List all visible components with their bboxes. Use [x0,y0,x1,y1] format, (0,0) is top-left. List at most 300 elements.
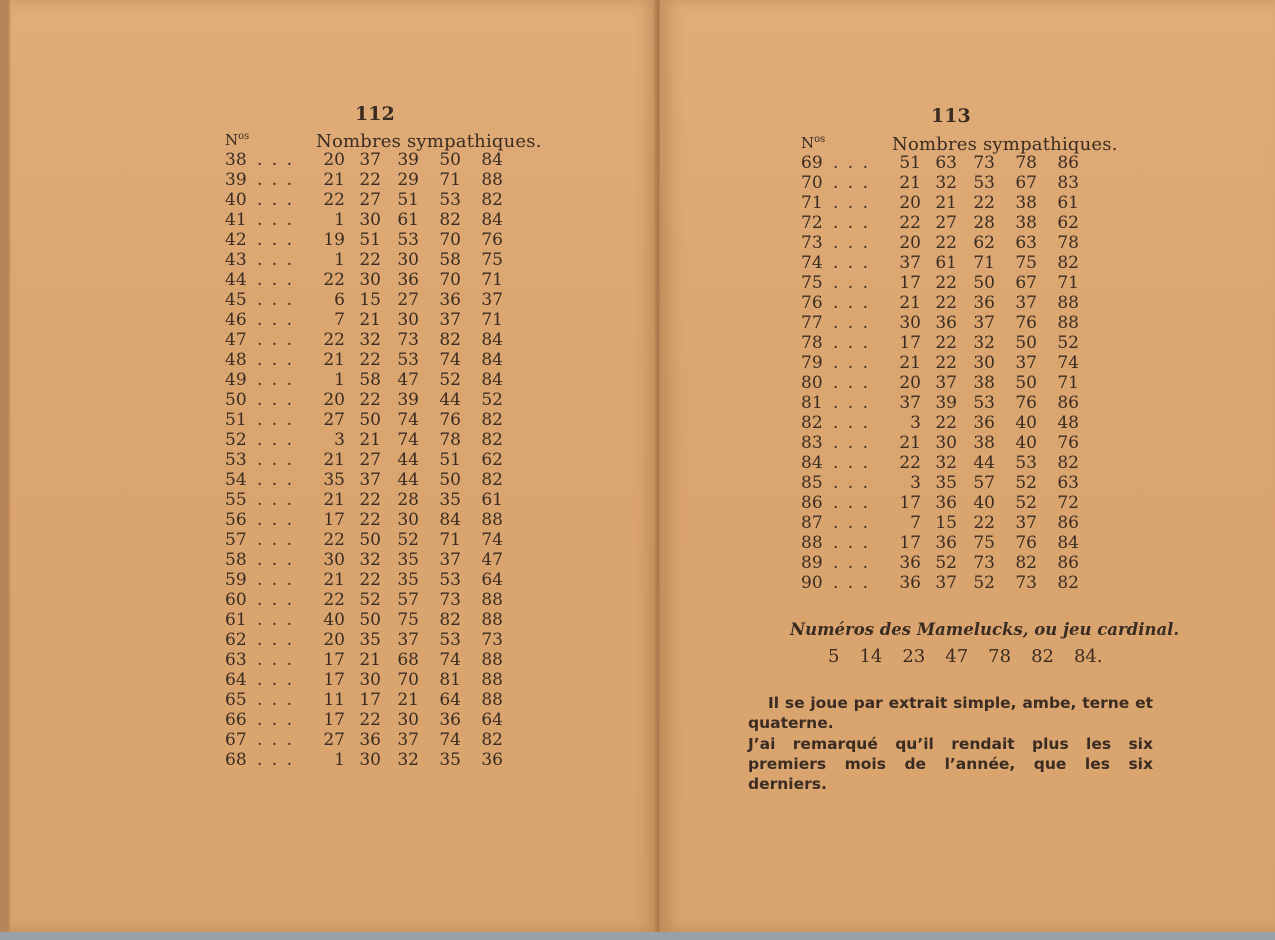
sympathetic-number: 36 [973,293,995,314]
leader-dots: . . . [257,150,295,170]
leader-dots: . . . [257,670,295,691]
sympathetic-number: 82 [481,470,503,491]
sympathetic-number: 44 [439,390,461,411]
sympathetic-number: 57 [973,473,995,494]
row-number: 72 [801,213,823,234]
sympathetic-number: 17 [359,690,381,711]
sympathetic-number: 76 [1057,433,1079,454]
leader-dots: . . . [833,353,871,374]
sympathetic-number: 61 [935,253,957,274]
sympathetic-number: 82 [1057,453,1079,474]
row-number: 88 [801,533,823,554]
leader-dots: . . . [833,193,871,214]
sympathetic-number: 22 [323,590,345,611]
sympathetic-number: 17 [323,650,345,671]
leader-dots: . . . [833,473,871,494]
sympathetic-number: 21 [899,433,921,454]
sympathetic-number: 40 [973,493,995,514]
row-number: 70 [801,173,823,194]
row-number: 76 [801,293,823,314]
sympathetic-number: 71 [1057,273,1079,294]
sympathetic-number: 37 [359,150,381,170]
sympathetic-number: 61 [481,490,503,511]
row-number: 77 [801,313,823,334]
sympathetic-number: 82 [481,430,503,451]
sympathetic-number: 52 [439,370,461,391]
sympathetic-number: 17 [323,670,345,691]
leader-dots: . . . [257,350,295,371]
sympathetic-number: 82 [481,730,503,751]
sympathetic-number: 3 [334,430,345,451]
row-number: 47 [225,330,247,351]
sympathetic-number: 70 [439,270,461,291]
sympathetic-number: 50 [973,273,995,294]
sympathetic-number: 30 [899,313,921,334]
row-number: 40 [225,190,247,211]
sympathetic-number: 53 [973,393,995,414]
sympathetic-number: 51 [439,450,461,471]
sympathetic-number: 32 [359,330,381,351]
sympathetic-number: 30 [935,433,957,454]
sympathetic-number: 15 [359,290,381,311]
sympathetic-number: 88 [481,590,503,611]
sympathetic-number: 17 [323,710,345,731]
sympathetic-number: 86 [1057,513,1079,534]
sympathetic-number: 21 [359,650,381,671]
sympathetic-number: 38 [1015,213,1037,234]
sympathetic-number: 78 [1057,233,1079,254]
sympathetic-number: 22 [935,333,957,354]
sympathetic-number: 21 [323,490,345,511]
sympathetic-number: 30 [397,250,419,271]
sympathetic-number: 37 [935,373,957,394]
sympathetic-number: 22 [973,513,995,534]
sympathetic-number: 38 [1015,193,1037,214]
paragraph-remarque: J’ai remarqué qu’il rendait plus les six premiers mois de l’année, que les six derniers. [748,735,1153,793]
sympathetic-number: 51 [899,153,921,173]
leader-dots: . . . [833,573,871,594]
sympathetic-number: 36 [935,493,957,514]
sympathetic-number: 30 [359,750,381,771]
sympathetic-number: 3 [910,413,921,434]
sympathetic-number: 82 [1057,253,1079,274]
sympathetic-number: 86 [1057,553,1079,574]
row-number: 90 [801,573,823,594]
sympathetic-number: 21 [397,690,419,711]
sympathetic-number: 37 [397,630,419,651]
sympathetic-number: 1 [334,210,345,231]
row-number: 89 [801,553,823,574]
sympathetic-number: 37 [1015,513,1037,534]
row-number: 68 [225,750,247,771]
row-number: 43 [225,250,247,271]
sympathetic-number: 20 [323,150,345,170]
sympathetic-number: 52 [935,553,957,574]
sympathetic-number: 37 [973,313,995,334]
sympathetic-number: 22 [899,453,921,474]
sympathetic-number: 71 [1057,373,1079,394]
row-number: 81 [801,393,823,414]
row-number: 63 [225,650,247,671]
sympathetic-number: 74 [1057,353,1079,374]
sympathetic-number: 22 [359,350,381,371]
sympathetic-number: 30 [359,270,381,291]
sympathetic-number: 20 [899,373,921,394]
sympathetic-number: 32 [935,453,957,474]
sympathetic-number: 53 [439,190,461,211]
sympathetic-number: 37 [1015,353,1037,374]
sympathetic-number: 88 [1057,313,1079,334]
leader-dots: . . . [257,690,295,711]
sympathetic-number: 27 [359,190,381,211]
sympathetic-number: 71 [481,310,503,331]
sympathetic-number: 63 [1015,233,1037,254]
sympathetic-number: 84 [481,210,503,231]
leader-dots: . . . [257,230,295,251]
sympathetic-number: 71 [973,253,995,274]
sympathetic-number: 22 [973,193,995,214]
sympathetic-number: 63 [935,153,957,173]
sympathetic-number: 21 [323,170,345,191]
sympathetic-number: 30 [359,210,381,231]
page-number-left: 112 [355,103,395,125]
mamelucks-number: 78 [988,646,1012,667]
sympathetic-number: 32 [397,750,419,771]
sympathetic-number: 86 [1057,393,1079,414]
sympathetic-number: 35 [359,630,381,651]
row-number: 51 [225,410,247,431]
sympathetic-number: 76 [1015,313,1037,334]
row-number: 74 [801,253,823,274]
leader-dots: . . . [833,513,871,534]
sympathetic-number: 19 [323,230,345,251]
sympathetic-number: 62 [973,233,995,254]
sympathetic-number: 84 [481,330,503,351]
sympathetic-number: 44 [973,453,995,474]
sympathetic-number: 22 [359,490,381,511]
sympathetic-number: 78 [1015,153,1037,173]
sympathetic-number: 29 [397,170,419,191]
leader-dots: . . . [257,410,295,431]
sympathetic-number: 53 [973,173,995,194]
leader-dots: . . . [833,553,871,574]
row-number: 60 [225,590,247,611]
sympathetic-number: 76 [1015,393,1037,414]
sympathetic-number: 50 [359,530,381,551]
sympathetic-number: 37 [439,310,461,331]
sympathetic-number: 22 [359,570,381,591]
row-number: 53 [225,450,247,471]
leader-dots: . . . [257,370,295,391]
row-number: 84 [801,453,823,474]
sympathetic-number: 21 [323,570,345,591]
sympathetic-number: 73 [973,553,995,574]
row-number: 39 [225,170,247,191]
nos-label: $N^{os}$ [801,134,826,152]
sympathetic-number: 38 [973,373,995,394]
sympathetic-number: 37 [439,550,461,571]
sympathetic-number: 27 [935,213,957,234]
scanner-edge [0,932,1275,940]
sympathetic-number: 22 [935,353,957,374]
sympathetic-number: 52 [1015,473,1037,494]
leader-dots: . . . [833,173,871,194]
sympathetic-number: 30 [359,670,381,691]
sympathetic-number: 36 [973,413,995,434]
sympathetic-number: 35 [323,470,345,491]
sympathetic-number: 57 [397,590,419,611]
sympathetic-number: 37 [899,253,921,274]
sympathetic-number: 72 [1057,493,1079,514]
sympathetic-number: 27 [359,450,381,471]
row-number: 80 [801,373,823,394]
leader-dots: . . . [257,630,295,651]
sympathetic-number: 37 [935,573,957,594]
sympathetic-number: 63 [1057,473,1079,494]
sympathetic-number: 22 [935,413,957,434]
row-number: 56 [225,510,247,531]
sympathetic-number: 17 [899,333,921,354]
sympathetic-number: 22 [323,270,345,291]
mamelucks-number: 23 [902,646,926,667]
sympathetic-number: 73 [397,330,419,351]
row-number: 50 [225,390,247,411]
sympathetic-number: 1 [334,250,345,271]
sympathetic-number: 53 [397,350,419,371]
sympathetic-number: 22 [935,233,957,254]
row-number: 38 [225,150,247,170]
sympathetic-number: 78 [439,430,461,451]
sympathetic-number: 20 [899,233,921,254]
row-number: 83 [801,433,823,454]
sympathetic-number: 40 [323,610,345,631]
sympathetic-number: 73 [1015,573,1037,594]
leader-dots: . . . [257,330,295,351]
sympathetic-number: 81 [439,670,461,691]
sympathetic-number: 35 [439,490,461,511]
sympathetic-number: 28 [973,213,995,234]
sympathetic-number: 35 [397,570,419,591]
sympathetic-number: 82 [1015,553,1037,574]
sympathetic-number: 36 [359,730,381,751]
sympathetic-number: 47 [481,550,503,571]
sympathetic-number: 21 [323,350,345,371]
leader-dots: . . . [833,393,871,414]
sympathetic-number: 36 [899,553,921,574]
sympathetic-number: 47 [397,370,419,391]
table-title: Nombres sympathiques. [316,131,542,152]
sympathetic-number: 73 [439,590,461,611]
row-number: 49 [225,370,247,391]
sympathetic-number: 21 [359,310,381,331]
leader-dots: . . . [257,510,295,531]
sympathetic-number: 82 [1057,573,1079,594]
sympathetic-number: 36 [899,573,921,594]
leader-dots: . . . [257,190,295,211]
sympathetic-number: 88 [1057,293,1079,314]
paragraph-extrait: Il se joue par extrait simple, ambe, terne et quaterne. [748,694,1153,732]
sympathetic-number: 37 [481,290,503,311]
sympathetic-number: 71 [439,170,461,191]
sympathetic-number: 62 [1057,213,1079,234]
right-page [660,0,1275,932]
sympathetic-number: 76 [1015,533,1037,554]
sympathetic-number: 21 [935,193,957,214]
sympathetic-number: 15 [935,513,957,534]
sympathetic-number: 22 [323,190,345,211]
sympathetic-number: 27 [323,410,345,431]
row-number: 67 [225,730,247,751]
sympathetic-number: 21 [359,430,381,451]
sympathetic-number: 52 [359,590,381,611]
sympathetic-number: 52 [481,390,503,411]
sympathetic-number: 37 [397,730,419,751]
sympathetic-number: 82 [439,210,461,231]
row-number: 73 [801,233,823,254]
sympathetic-number: 64 [481,570,503,591]
sympathetic-number: 84 [481,370,503,391]
sympathetic-number: 86 [1057,153,1079,173]
sympathetic-number: 82 [481,410,503,431]
sympathetic-number: 53 [397,230,419,251]
sympathetic-number: 38 [973,433,995,454]
table-title: Nombres sympathiques. [892,134,1118,155]
sympathetic-number: 39 [397,150,419,170]
sympathetic-number: 88 [481,170,503,191]
sympathetic-number: 70 [397,670,419,691]
leader-dots: . . . [257,270,295,291]
sympathetic-number: 88 [481,610,503,631]
sympathetic-number: 22 [323,530,345,551]
leader-dots: . . . [257,550,295,571]
sympathetic-number: 22 [323,330,345,351]
sympathetic-number: 74 [397,410,419,431]
sympathetic-number: 7 [334,310,345,331]
sympathetic-number: 22 [935,273,957,294]
sympathetic-number: 36 [439,290,461,311]
sympathetic-number: 20 [899,193,921,214]
sympathetic-number: 17 [899,273,921,294]
sympathetic-number: 1 [334,370,345,391]
row-number: 41 [225,210,247,231]
sympathetic-number: 11 [323,690,345,711]
sympathetic-number: 30 [973,353,995,374]
sympathetic-number: 50 [439,150,461,170]
sympathetic-number: 3 [910,473,921,494]
sympathetic-number: 68 [397,650,419,671]
sympathetic-number: 20 [323,630,345,651]
leader-dots: . . . [257,470,295,491]
sympathetic-number: 52 [1015,493,1037,514]
sympathetic-number: 36 [481,750,503,771]
leader-dots: . . . [257,530,295,551]
leader-dots: . . . [257,310,295,331]
sympathetic-number: 84 [481,150,503,170]
sympathetic-number: 88 [481,690,503,711]
sympathetic-number: 88 [481,670,503,691]
leader-dots: . . . [257,570,295,591]
sympathetic-number: 58 [439,250,461,271]
sympathetic-number: 39 [397,390,419,411]
sympathetic-number: 73 [973,153,995,173]
leader-dots: . . . [833,333,871,354]
sympathetic-number: 52 [1057,333,1079,354]
row-number: 75 [801,273,823,294]
sympathetic-number: 36 [397,270,419,291]
sympathetic-number: 53 [1015,453,1037,474]
leader-dots: . . . [833,253,871,274]
sympathetic-number: 82 [439,610,461,631]
leader-dots: . . . [257,750,295,771]
sympathetic-number: 84 [439,510,461,531]
mamelucks-number: 14 [859,646,883,667]
leader-dots: . . . [833,293,871,314]
leader-dots: . . . [833,413,871,434]
leader-dots: . . . [833,373,871,394]
sympathetic-number: 76 [481,230,503,251]
sympathetic-number: 22 [935,293,957,314]
page-number-right: 113 [931,105,971,127]
row-number: 58 [225,550,247,571]
leader-dots: . . . [257,730,295,751]
leader-dots: . . . [833,213,871,234]
sympathetic-number: 22 [359,510,381,531]
sympathetic-number: 22 [359,170,381,191]
sympathetic-number: 75 [1015,253,1037,274]
row-number: 87 [801,513,823,534]
sympathetic-number: 83 [1057,173,1079,194]
sympathetic-number: 50 [1015,373,1037,394]
sympathetic-number: 20 [323,390,345,411]
leader-dots: . . . [257,590,295,611]
sympathetic-number: 30 [397,310,419,331]
leader-dots: . . . [833,233,871,254]
sympathetic-number: 74 [439,350,461,371]
sympathetic-number: 74 [439,650,461,671]
row-number: 86 [801,493,823,514]
row-number: 62 [225,630,247,651]
sympathetic-number: 58 [359,370,381,391]
sympathetic-number: 84 [1057,533,1079,554]
sympathetic-number: 21 [899,173,921,194]
sympathetic-number: 50 [359,610,381,631]
row-number: 45 [225,290,247,311]
sympathetic-number: 22 [359,710,381,731]
sympathetic-number: 17 [323,510,345,531]
leader-dots: . . . [257,710,295,731]
sympathetic-number: 48 [1057,413,1079,434]
sympathetic-number: 51 [397,190,419,211]
leader-dots: . . . [257,290,295,311]
sympathetic-number: 75 [481,250,503,271]
sympathetic-number: 71 [481,270,503,291]
sympathetic-number: 30 [397,710,419,731]
sympathetic-number: 7 [910,513,921,534]
sympathetic-number: 74 [397,430,419,451]
sympathetic-number: 1 [334,750,345,771]
sympathetic-number: 82 [481,190,503,211]
sympathetic-number: 51 [359,230,381,251]
nos-label: $N^{os}$ [225,131,250,149]
sympathetic-number: 32 [359,550,381,571]
leader-dots: . . . [257,650,295,671]
leader-dots: . . . [257,390,295,411]
leader-dots: . . . [257,250,295,271]
sympathetic-number: 6 [334,290,345,311]
row-number: 48 [225,350,247,371]
sympathetic-number: 62 [481,450,503,471]
row-number: 64 [225,670,247,691]
